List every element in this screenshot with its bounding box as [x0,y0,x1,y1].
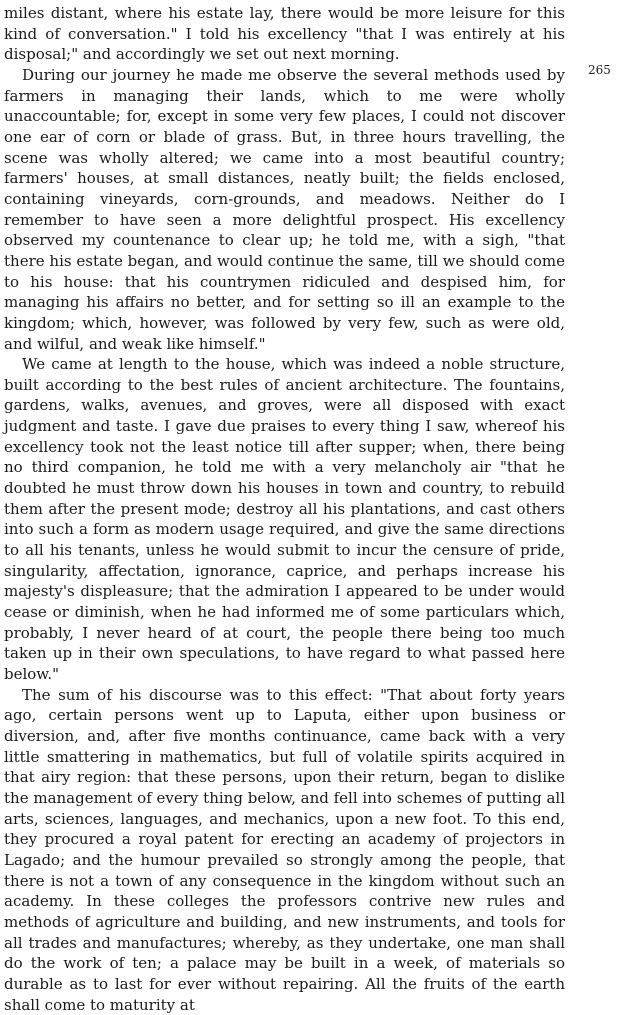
body-text [4,3,565,1015]
paragraph-continuation: miles distant, where his estate lay, there would be more leisure for this kind of conversation." I told his excellency "that I was entirely at his disposal;" and accordingly we set out next morning. [4,4,565,64]
paragraph-house: We came at length to the house, which was indeed a noble structure, built according to the best rules of ancient architecture. The fountains, gardens, walks, avenues, and groves, were all disposed with exact judgment and taste. I gave due praises to every thing I saw, whereof his excellency took not the least notice till after supper; when, there being no third companion, he told me with a very melancholy air "that he doubted he must throw down his houses in town and country, to rebuild them after the present mode; destroy all his plantations, and cast others into such a form as modern usage required, and give the same directions to all his tenants, unless he would submit to incur the censure of pride, singularity, affectation, ignorance, caprice, and perhaps increase his majesty's displeasure; that the admiration I appeared to be under would cease or diminish, when he had informed me of some particulars which, probably, I never heard of at court, the people there being too much taken up in their own speculations, to have regard to what passed here below." [4,355,565,683]
paragraph-journey: During our journey he made me observe the several methods used by farmers in managing their lands, which to me were wholly unaccountable; for, except in some very few places, I could not discover one ear of corn or blade of grass. But, in three hours travelling, the scene was wholly altered; we came into a most beautiful country; farmers' houses, at small distances, neatly built; the fields enclosed, containing vineyards, corn-grounds, and meadows. Neither do I remember to have seen a more delightful prospect. His excellency observed my countenance to clear up; he told me, with a sigh, "that there his estate began, and would continue the same, till we should come to his house: that his countrymen ridiculed and despised him, for managing his affairs no better, and for setting so ill an example to the kingdom; which, however, was followed by very few, such as were old, and wilful, and weak like himself." [4,65,565,353]
page-number: 265 [588,63,611,77]
paragraph-discourse: The sum of his discourse was to this effect: "That about forty years ago, certain persons went up to Laputa, either upon business or diversion, and, after five months continuance, came back with a very little smattering in mathematics, but full of volatile spirits acquired in that airy region: that these persons, upon their return, began to dislike the management of every thing below, and fell into schemes of putting all arts, sciences, languages, and mechanics, upon a new foot. To this end, they procured a royal patent for erecting an academy of projectors in Lagado; and the humour prevailed so strongly among the people, that there is not a town of any consequence in the kingdom without such an academy. In these colleges the professors contrive new rules and methods of agriculture and building, and new instruments, and tools for all trades and manufactures; whereby, as they undertake, one man shall do the work of ten; a palace may be built in a week, of materials so durable as to last for ever without repairing. All the fruits of the earth shall come to maturity at [4,685,565,1014]
